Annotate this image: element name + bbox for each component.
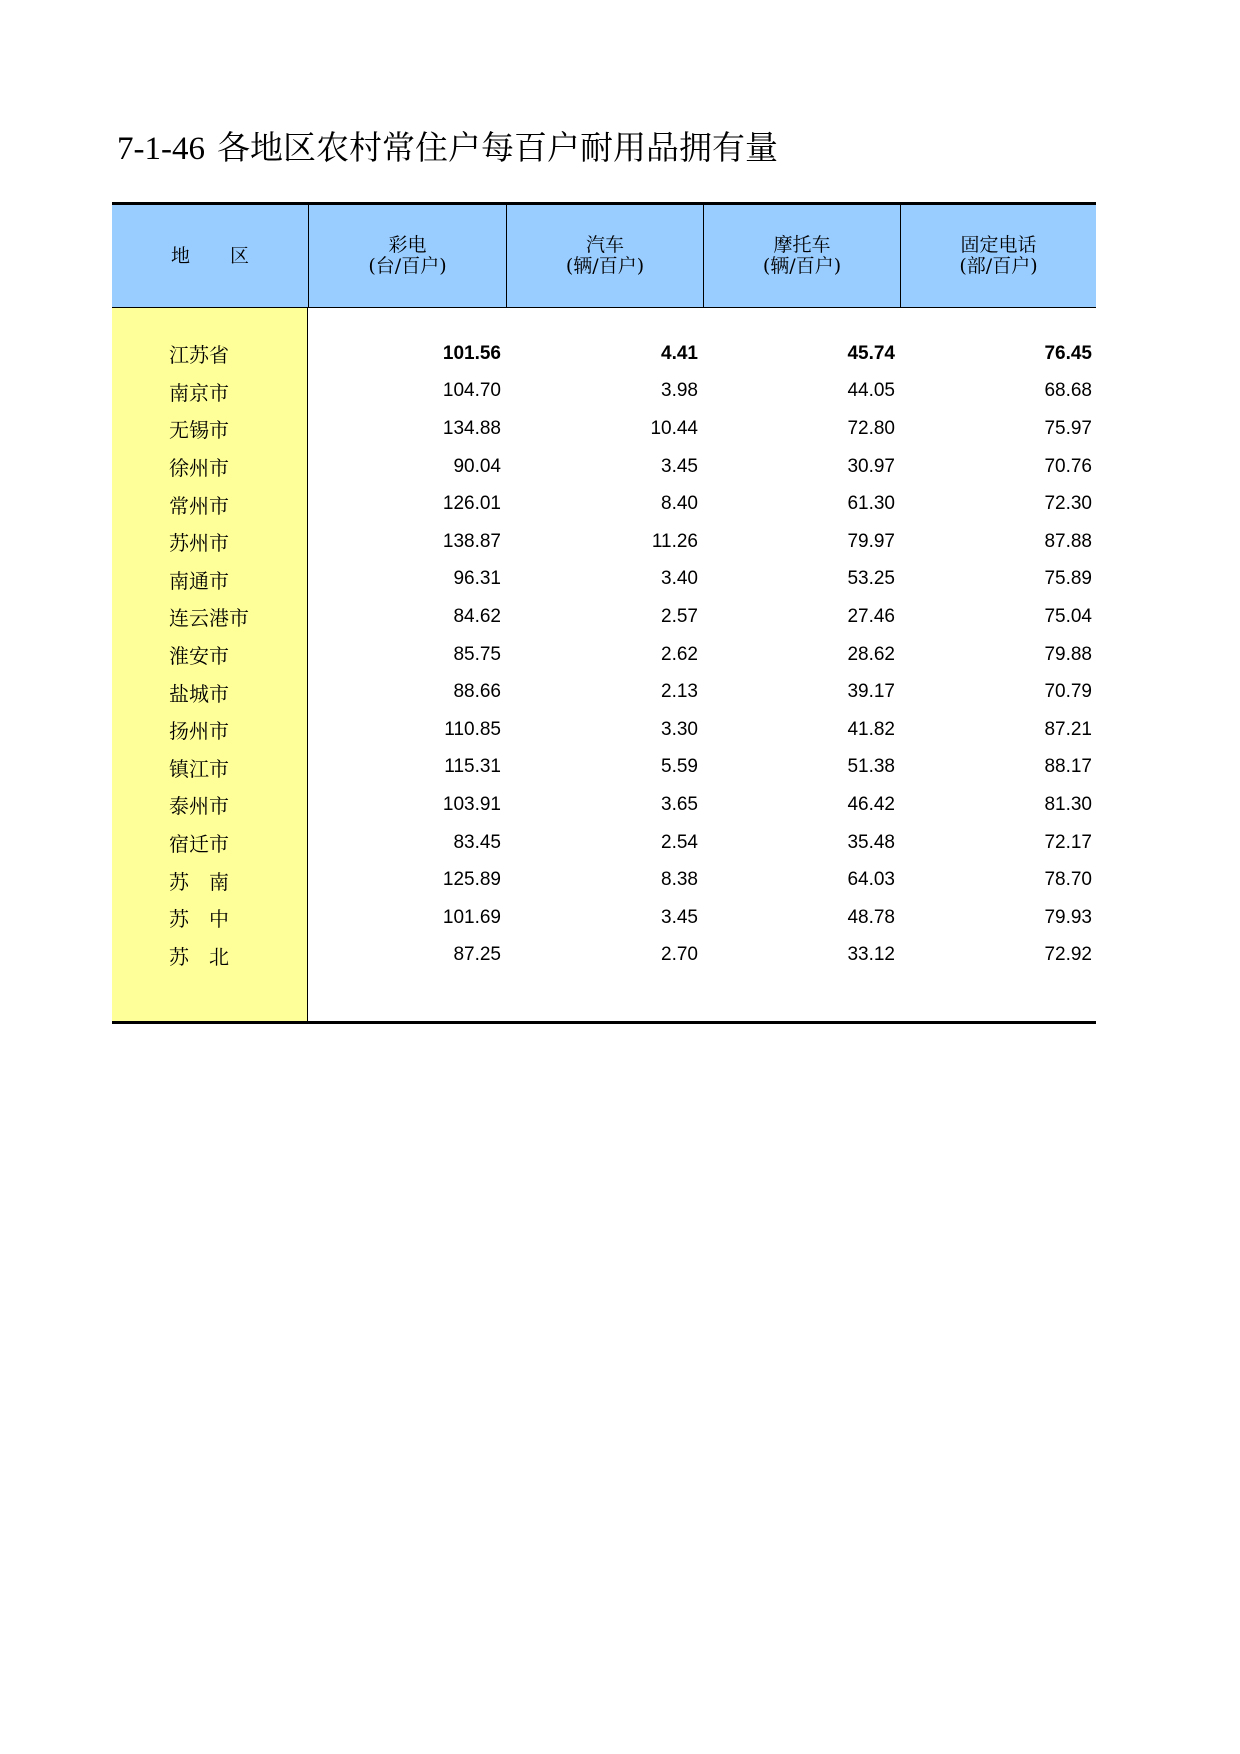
header-region-char-2: 区	[230, 244, 250, 267]
header-car-unit: (辆/百户)	[565, 255, 645, 277]
car-cell: 4.41	[661, 342, 698, 364]
table-row	[112, 373, 1096, 411]
region-cell: 苏州市	[169, 531, 229, 556]
table-title-text: 各地区农村常住户每百户耐用品拥有量	[216, 131, 778, 167]
motorcycle-cell: 28.62	[847, 643, 895, 665]
color-tv-cell: 96.31	[453, 568, 501, 590]
car-cell: 10.44	[650, 417, 698, 439]
car-cell: 2.62	[661, 643, 698, 665]
landline-cell: 72.30	[1044, 493, 1092, 515]
table-row	[112, 335, 1096, 373]
header-car	[506, 205, 703, 307]
color-tv-cell: 101.56	[442, 342, 501, 364]
header-landline-unit: (部/百户)	[959, 255, 1038, 277]
landline-cell: 78.70	[1044, 869, 1092, 891]
car-cell: 11.26	[651, 530, 698, 552]
color-tv-cell: 103.91	[442, 793, 501, 815]
landline-cell: 88.17	[1044, 756, 1092, 778]
car-cell: 8.40	[661, 493, 698, 515]
durable-goods-table	[112, 202, 1096, 1024]
table-body	[112, 308, 1096, 1024]
landline-cell: 72.17	[1044, 831, 1092, 853]
table-code: 7-1-46	[117, 131, 205, 167]
table-row	[112, 711, 1096, 749]
header-motorcycle-name: 摩托车	[773, 234, 831, 256]
table-row	[112, 410, 1096, 448]
region-cell: 徐州市	[169, 456, 229, 481]
table-row	[112, 673, 1096, 711]
header-color-tv-name: 彩电	[388, 234, 427, 256]
landline-cell: 70.76	[1044, 455, 1092, 477]
color-tv-cell: 138.87	[442, 530, 501, 552]
region-cell: 扬州市	[169, 719, 229, 744]
landline-cell: 79.88	[1044, 643, 1092, 665]
color-tv-cell: 126.01	[442, 493, 501, 515]
motorcycle-cell: 48.78	[847, 906, 895, 928]
motorcycle-cell: 72.80	[847, 417, 895, 439]
header-color-tv	[308, 205, 506, 307]
color-tv-cell: 125.89	[442, 869, 501, 891]
color-tv-cell: 101.69	[442, 906, 501, 928]
region-cell: 南京市	[169, 380, 229, 405]
table-row	[112, 636, 1096, 674]
color-tv-cell: 88.66	[453, 681, 501, 703]
region-cell: 苏 北	[169, 944, 229, 969]
header-car-name: 汽车	[585, 234, 624, 256]
region-cell: 连云港市	[169, 606, 249, 631]
header-region	[112, 205, 308, 307]
motorcycle-cell: 33.12	[847, 944, 895, 966]
car-cell: 3.45	[661, 906, 698, 928]
header-landline-name: 固定电话	[960, 234, 1037, 256]
table-row	[112, 523, 1096, 561]
table-row	[112, 448, 1096, 486]
motorcycle-cell: 46.42	[847, 793, 895, 815]
table-row	[112, 485, 1096, 523]
car-cell: 3.65	[661, 793, 698, 815]
car-cell: 8.38	[661, 869, 698, 891]
region-cell: 江苏省	[169, 343, 229, 368]
color-tv-cell: 110.85	[444, 718, 501, 740]
motorcycle-cell: 35.48	[847, 831, 895, 853]
table-row	[112, 561, 1096, 599]
car-cell: 3.30	[661, 718, 698, 740]
motorcycle-cell: 79.97	[847, 530, 895, 552]
landline-cell: 76.45	[1044, 342, 1092, 364]
header-landline	[900, 205, 1096, 307]
region-cell: 泰州市	[169, 794, 229, 819]
color-tv-cell: 115.31	[444, 756, 501, 778]
landline-cell: 87.88	[1044, 530, 1092, 552]
table-row	[112, 937, 1096, 975]
landline-cell: 75.04	[1044, 605, 1092, 627]
region-cell: 常州市	[169, 493, 229, 518]
motorcycle-cell: 27.46	[847, 605, 895, 627]
landline-cell: 81.30	[1044, 793, 1092, 815]
motorcycle-cell: 39.17	[847, 681, 895, 703]
region-cell: 无锡市	[169, 418, 229, 443]
region-cell: 南通市	[169, 568, 229, 593]
region-cell: 盐城市	[169, 681, 229, 706]
region-cell: 宿迁市	[169, 832, 229, 857]
header-motorcycle	[703, 205, 900, 307]
region-cell: 苏 中	[169, 907, 229, 932]
car-cell: 3.45	[661, 455, 698, 477]
color-tv-cell: 84.62	[453, 605, 501, 627]
motorcycle-cell: 30.97	[847, 455, 895, 477]
motorcycle-cell: 61.30	[847, 493, 895, 515]
motorcycle-cell: 44.05	[847, 380, 895, 402]
region-cell: 苏 南	[169, 869, 229, 894]
landline-cell: 68.68	[1044, 380, 1092, 402]
table-row	[112, 861, 1096, 899]
table-row	[112, 598, 1096, 636]
header-color-tv-unit: (台/百户)	[368, 255, 447, 277]
car-cell: 2.54	[661, 831, 698, 853]
header-region-char-1: 地	[170, 244, 190, 267]
car-cell: 3.98	[661, 380, 698, 402]
car-cell: 2.57	[661, 605, 698, 627]
page-title	[117, 122, 778, 169]
landline-cell: 79.93	[1044, 906, 1092, 928]
landline-cell: 87.21	[1044, 718, 1092, 740]
landline-cell: 75.89	[1044, 568, 1092, 590]
color-tv-cell: 85.75	[453, 643, 501, 665]
color-tv-cell: 87.25	[453, 944, 501, 966]
landline-cell: 70.79	[1044, 681, 1092, 703]
motorcycle-cell: 64.03	[847, 869, 895, 891]
color-tv-cell: 134.88	[442, 417, 501, 439]
region-cell: 镇江市	[169, 756, 229, 781]
color-tv-cell: 104.70	[442, 380, 501, 402]
car-cell: 3.40	[661, 568, 698, 590]
car-cell: 5.59	[661, 756, 698, 778]
car-cell: 2.70	[661, 944, 698, 966]
table-header	[112, 202, 1096, 308]
table-row	[112, 786, 1096, 824]
color-tv-cell: 83.45	[453, 831, 501, 853]
landline-cell: 75.97	[1044, 417, 1092, 439]
motorcycle-cell: 45.74	[847, 342, 895, 364]
color-tv-cell: 90.04	[453, 455, 501, 477]
table-row	[112, 824, 1096, 862]
table-row	[112, 899, 1096, 937]
car-cell: 2.13	[661, 681, 698, 703]
motorcycle-cell: 41.82	[847, 718, 895, 740]
motorcycle-cell: 51.38	[847, 756, 895, 778]
header-motorcycle-unit: (辆/百户)	[762, 255, 842, 277]
landline-cell: 72.92	[1044, 944, 1092, 966]
table-row	[112, 749, 1096, 787]
region-cell: 淮安市	[169, 644, 229, 669]
motorcycle-cell: 53.25	[847, 568, 895, 590]
